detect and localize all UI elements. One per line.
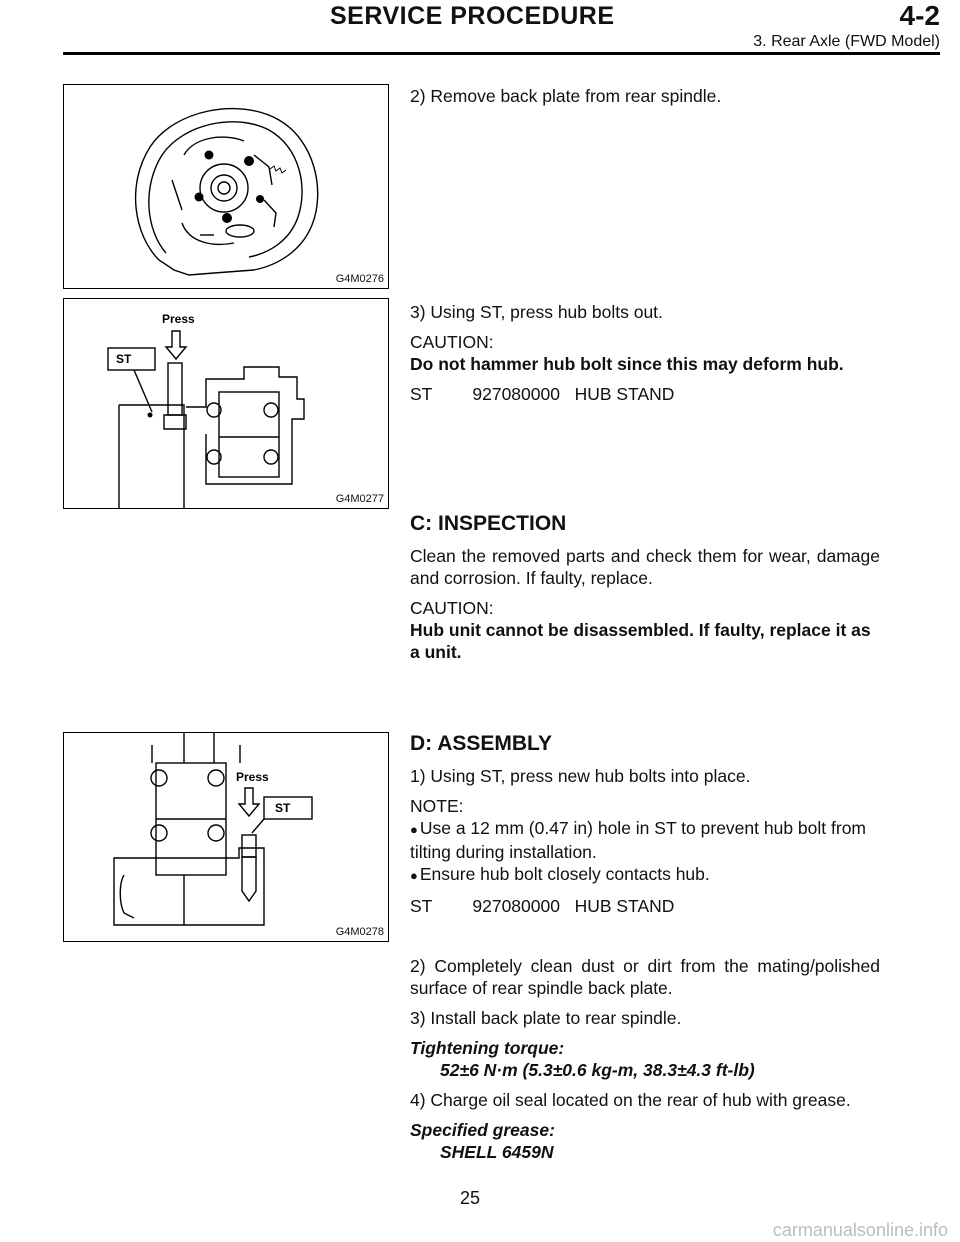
figure-id: G4M0277 bbox=[335, 493, 384, 505]
step-text: 2) Completely clean dust or dirt from the mating/polished surface of rear spindle back plate. bbox=[410, 956, 880, 998]
caution-text: Do not hammer hub bolt since this may deform hub. bbox=[410, 354, 844, 374]
caution-text: Hub unit cannot be disassembled. If faulty, replace it as a unit. bbox=[410, 620, 871, 662]
grease-value: SHELL 6459N bbox=[440, 1142, 554, 1162]
step-remove-back-plate bbox=[410, 85, 880, 115]
note-label: NOTE: bbox=[410, 796, 464, 816]
note-item bbox=[410, 863, 880, 887]
caution-label: CAUTION: bbox=[410, 598, 494, 618]
st-number: 927080000 bbox=[472, 896, 560, 916]
special-tool-line bbox=[410, 383, 880, 405]
st-name: HUB STAND bbox=[574, 896, 675, 916]
step-press-bolts-out bbox=[410, 301, 880, 413]
section-subtitle: 3. Rear Axle (FWD Model) bbox=[753, 33, 940, 50]
press-label: Press bbox=[236, 770, 269, 784]
st-label: ST bbox=[410, 896, 433, 916]
section-inspection bbox=[410, 513, 880, 671]
step-text: 3) Using ST, press hub bolts out. bbox=[410, 302, 663, 322]
section-assembly bbox=[410, 733, 880, 925]
st-label: ST bbox=[410, 384, 433, 404]
figure-id: G4M0278 bbox=[335, 926, 384, 938]
inspection-body: Clean the removed parts and check them for wear, damage and corrosion. If faulty, replace. bbox=[410, 546, 880, 588]
section-code: 4-2 bbox=[899, 0, 940, 31]
section-heading: D: ASSEMBLY bbox=[410, 732, 552, 755]
step-text: 3) Install back plate to rear spindle. bbox=[410, 1008, 682, 1028]
caution-label: CAUTION: bbox=[410, 332, 494, 352]
st-label: ST bbox=[275, 801, 291, 815]
note-item bbox=[410, 817, 880, 863]
assembly-drawing bbox=[64, 733, 388, 941]
figure-id: G4M0276 bbox=[335, 273, 384, 285]
assembly-continued bbox=[410, 955, 880, 1171]
step-text: 2) Remove back plate from rear spindle. bbox=[410, 86, 722, 106]
st-name: HUB STAND bbox=[574, 384, 675, 404]
note-item-text: Use a 12 mm (0.47 in) hole in ST to prevent hub bolt from tilting during installation. bbox=[410, 818, 867, 862]
torque-value: 52±6 N·m (5.3±0.6 kg-m, 38.3±4.3 ft-lb) bbox=[440, 1060, 755, 1080]
press-bolts-drawing bbox=[64, 299, 388, 508]
watermark: carmanualsonline.info bbox=[772, 1220, 948, 1240]
grease-label: Specified grease: bbox=[410, 1120, 555, 1140]
figure-press-new-bolts bbox=[63, 732, 389, 942]
special-tool-line bbox=[410, 895, 880, 917]
torque-label: Tightening torque: bbox=[410, 1038, 565, 1058]
back-plate-drawing bbox=[64, 85, 388, 288]
step-text: 4) Charge oil seal located on the rear of hub with grease. bbox=[410, 1090, 851, 1110]
press-label: Press bbox=[162, 312, 195, 326]
section-title: SERVICE PROCEDURE bbox=[330, 2, 615, 30]
page-number: 25 bbox=[460, 1188, 481, 1208]
st-label: ST bbox=[116, 352, 132, 366]
figure-press-hub-bolts bbox=[63, 298, 389, 509]
note-item-text: Ensure hub bolt closely contacts hub. bbox=[419, 864, 710, 884]
figure-back-plate bbox=[63, 84, 389, 289]
section-heading: C: INSPECTION bbox=[410, 512, 567, 535]
header-rule bbox=[63, 52, 940, 55]
st-number: 927080000 bbox=[472, 384, 560, 404]
step-text: 1) Using ST, press new hub bolts into place. bbox=[410, 766, 751, 786]
